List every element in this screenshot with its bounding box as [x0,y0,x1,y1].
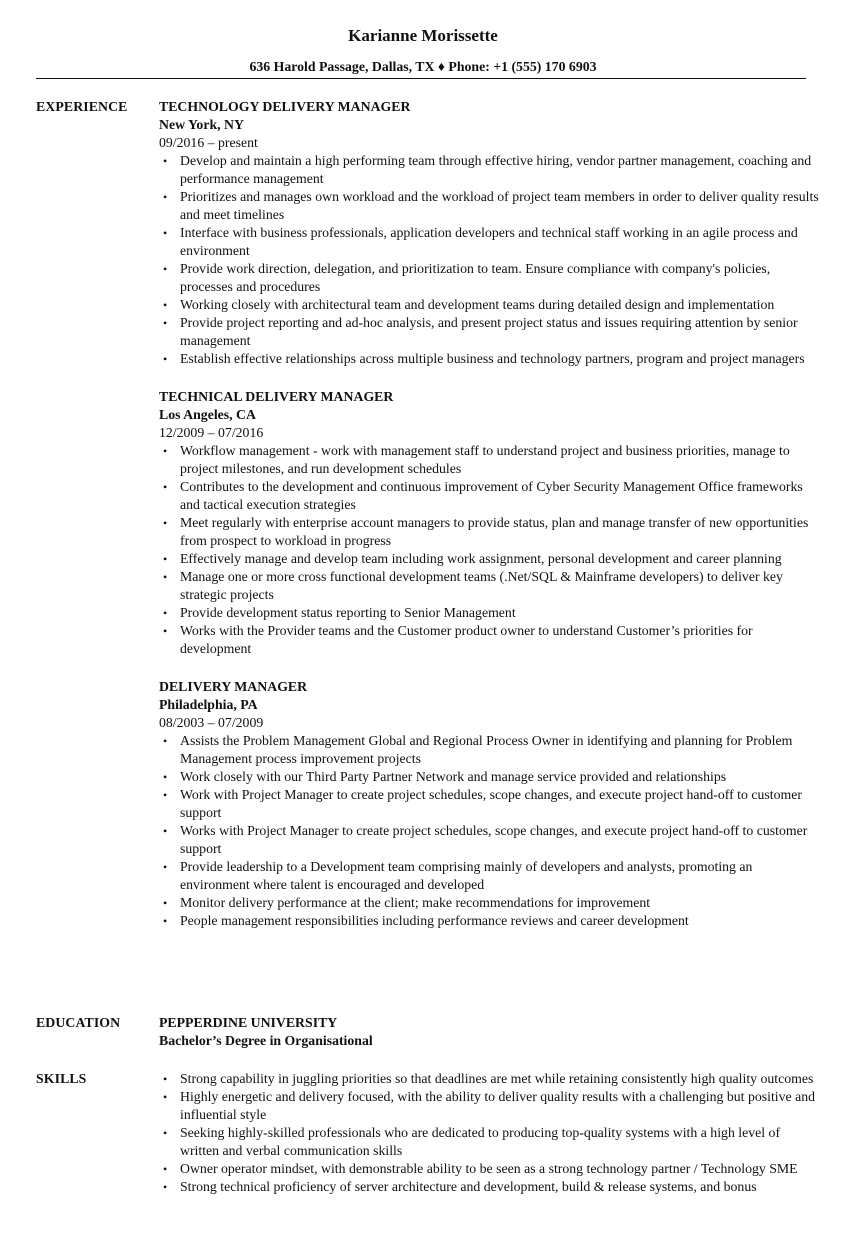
list-item: • Assists the Problem Management Global and Regional Process Owner in identifying and planning for Problem Management process improvement projects [159,732,819,768]
list-item: • People management responsibilities including performance reviews and career development [159,912,819,930]
job-entry [159,98,819,368]
list-item: • Prioritizes and manages own workload and the workload of project team members in order to deliver quality results and meet timelines [159,188,819,224]
job-title: TECHNICAL DELIVERY MANAGER [159,389,394,404]
skills-label: SKILLS [36,1071,87,1086]
job-location: New York, NY [159,117,244,132]
list-item: • Working closely with architectural team and development teams during detailed design and implementation [159,296,819,314]
list-item: • Develop and maintain a high performing team through effective hiring, vendor partner management, coaching and performance management [159,152,819,188]
list-item: • Works with Project Manager to create project schedules, scope changes, and execute project hand-off to customer support [159,822,819,858]
school-name: PEPPERDINE UNIVERSITY [159,1015,338,1030]
degree: Bachelor’s Degree in Organisational [159,1033,373,1048]
experience-label: EXPERIENCE [36,99,128,114]
list-item: • Interface with business professionals, application developers and technical staff working in an agile process and environment [159,224,819,260]
job-bullets [159,152,819,368]
list-item: • Meet regularly with enterprise account managers to provide status, plan and manage transfer of new opportunities from prospect to workload in progress [159,514,819,550]
list-item: • Establish effective relationships across multiple business and technology partners, program and project managers [159,350,819,368]
list-item: • Strong capability in juggling priorities so that deadlines are met while retaining consistently high quality outcomes [159,1070,819,1088]
list-item: • Owner operator mindset, with demonstrable ability to be seen as a strong technology partner / Technology SME [159,1160,819,1178]
job-bullets [159,442,819,658]
job-dates: 08/2003 – 07/2009 [159,715,264,730]
list-item: • Provide development status reporting to Senior Management [159,604,819,622]
job-location: Los Angeles, CA [159,407,256,422]
list-item: • Work with Project Manager to create project schedules, scope changes, and execute project hand-off to customer support [159,786,819,822]
list-item: • Work closely with our Third Party Partner Network and manage service provided and relationships [159,768,819,786]
job-title: TECHNOLOGY DELIVERY MANAGER [159,99,411,114]
education-body [159,1014,819,1050]
list-item: • Provide project reporting and ad-hoc analysis, and present project status and issues requiring attention by senior management [159,314,819,350]
skills-bullets [159,1070,819,1196]
list-item: • Strong technical proficiency of server architecture and development, build & release systems, and bonus [159,1178,819,1196]
list-item: • Effectively manage and develop team including work assignment, personal development and career planning [159,550,819,568]
list-item: • Seeking highly-skilled professionals who are dedicated to producing top-quality systems with a high level of written and verbal communication skills [159,1124,819,1160]
list-item: • Workflow management - work with management staff to understand project and business priorities, manage to project milestones, and run development schedules [159,442,819,478]
list-item: • Highly energetic and delivery focused, with the ability to deliver quality results with a challenging but positive and influential style [159,1088,819,1124]
job-title: DELIVERY MANAGER [159,679,308,694]
contact-line: 636 Harold Passage, Dallas, TX ♦ Phone: +1 (555) 170 6903 [249,59,597,74]
education-label: EDUCATION [36,1015,121,1030]
job-entry [159,678,819,930]
candidate-name: Karianne Morissette [348,26,498,45]
experience-body [159,98,819,950]
job-dates: 09/2016 – present [159,135,258,150]
list-item: • Works with the Provider teams and the Customer product owner to understand Customer’s priorities for development [159,622,819,658]
header-divider [36,78,806,79]
list-item: • Monitor delivery performance at the client; make recommendations for improvement [159,894,819,912]
job-dates: 12/2009 – 07/2016 [159,425,264,440]
job-entry [159,388,819,658]
list-item: • Manage one or more cross functional development teams (.Net/SQL & Mainframe developers) to deliver key strategic projects [159,568,819,604]
job-location: Philadelphia, PA [159,697,258,712]
list-item: • Provide leadership to a Development team comprising mainly of developers and analysts, promoting an environment where talent is encouraged and developed [159,858,819,894]
list-item: • Provide work direction, delegation, and prioritization to team. Ensure compliance with company's policies, processes and procedures [159,260,819,296]
skills-body [159,1070,819,1196]
job-bullets [159,732,819,930]
list-item: • Contributes to the development and continuous improvement of Cyber Security Management Office frameworks and tactical execution strategies [159,478,819,514]
